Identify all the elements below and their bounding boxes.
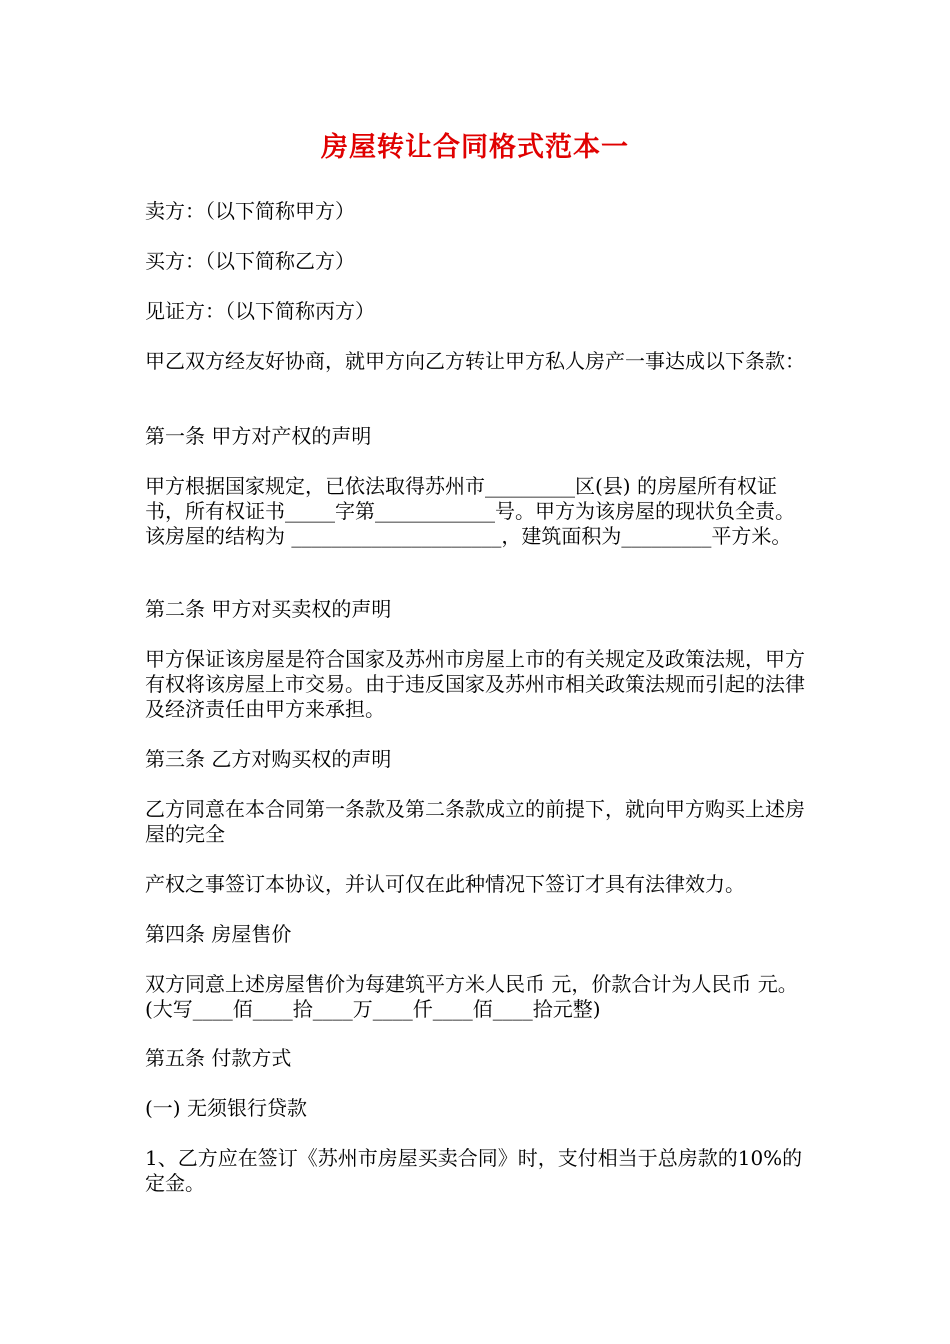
paragraph-article-3b: 产权之事签订本协议，并认可仅在此种情况下签订才具有法律效力。 [145, 872, 745, 896]
paragraph-seller: 卖方：（以下简称甲方） [145, 199, 355, 223]
paragraph-article-3a: 乙方同意在本合同第一条款及第二条款成立的前提下，就向甲方购买上述房屋的完全 [145, 797, 805, 846]
document-title: 房屋转让合同格式范本一 [321, 132, 629, 163]
paragraph-article-4: 双方同意上述房屋售价为每建筑平方米人民币 元，价款合计为人民币 元。(大写____佰____拾____万____仟____佰____拾元整) [145, 972, 798, 1021]
heading-article-4: 第四条 房屋售价 [145, 922, 292, 946]
paragraph-article-1: 甲方根据国家规定，已依法取得苏州市_________区(县) 的房屋所有权证书，所有权证书_____字第____________号。甲方为该房屋的现状负全责。该房屋的结构为 _____________________，建筑面积为_________平方米。 [145, 474, 795, 548]
heading-article-5: 第五条 付款方式 [145, 1046, 292, 1070]
paragraph-witness: 见证方：（以下简称丙方） [145, 299, 375, 323]
subheading-no-loan: (一) 无须银行贷款 [145, 1096, 307, 1120]
paragraph-intro: 甲乙双方经友好协商，就甲方向乙方转让甲方私人房产一事达成以下条款： [145, 349, 805, 373]
heading-article-2: 第二条 甲方对买卖权的声明 [145, 597, 392, 621]
paragraph-buyer: 买方：（以下简称乙方） [145, 249, 355, 273]
heading-article-3: 第三条 乙方对购买权的声明 [145, 747, 392, 771]
paragraph-deposit: 1、乙方应在签订《苏州市房屋买卖合同》时，支付相当于总房款的10%的定金。 [145, 1146, 803, 1195]
heading-article-1: 第一条 甲方对产权的声明 [145, 424, 372, 448]
paragraph-article-2: 甲方保证该房屋是符合国家及苏州市房屋上市的有关规定及政策法规，甲方有权将该房屋上市交易。由于违反国家及苏州市相关政策法规而引起的法律及经济责任由甲方来承担。 [145, 647, 805, 721]
